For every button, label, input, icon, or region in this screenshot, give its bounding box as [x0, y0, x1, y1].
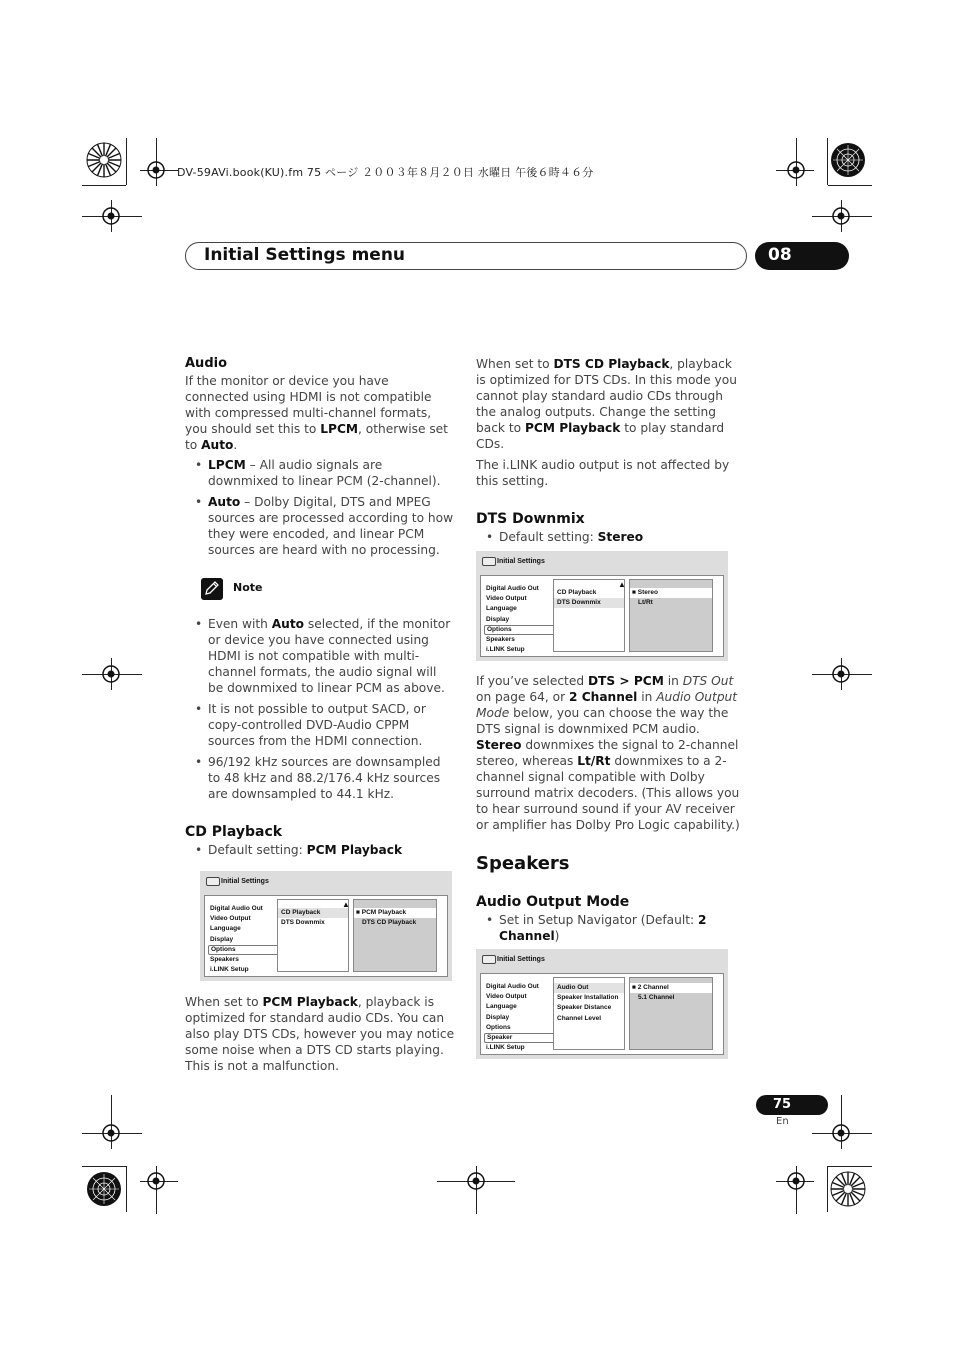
options-panel [629, 579, 713, 652]
menu-item[interactable]: Digital Audio Out [486, 983, 539, 990]
options-panel [629, 977, 713, 1050]
page-title: Initial Settings menu [204, 245, 406, 265]
registration-target-icon [827, 660, 855, 688]
main-menu [484, 584, 556, 655]
submenu-item[interactable]: Channel Level [557, 1014, 602, 1022]
submenu-item-selected[interactable]: Audio Out [554, 983, 624, 993]
menu-item[interactable]: Speakers [486, 635, 515, 643]
settings-menu-icon [206, 877, 220, 886]
menu-item[interactable]: i.LINK Setup [486, 1044, 525, 1052]
registration-rosette-icon [86, 142, 122, 178]
dts-downmix-default [476, 529, 744, 545]
up-arrow-icon: ▲ [342, 900, 350, 909]
right-column [476, 356, 744, 1059]
submenu-panel [277, 899, 349, 972]
dts-cd-description: When set to DTS CD Playback, playback is optimized for DTS CDs. In this mode you cannot play standard audio CDs through the analog outputs. Change the setting back to PCM Playback to play standard CDs. [476, 357, 737, 451]
menu-item[interactable]: i.LINK Setup [486, 646, 525, 654]
audio-output-mode-default [476, 912, 744, 944]
submenu-item-selected[interactable]: CD Playback [278, 908, 348, 918]
ilink-note: The i.LINK audio output is not affected by this setting. [476, 458, 730, 488]
list-item: • Default setting: Stereo [499, 529, 744, 545]
menu-item[interactable]: Speakers [210, 955, 239, 963]
print-file-line: DV-59AVi.book(KU).fm 75 ページ ２００３年８月２０日 水曜日 午後６時４６分 [177, 166, 594, 179]
note-header [185, 578, 455, 608]
list-item: • 96/192 kHz sources are downsampled to 48 kHz and 88.2/176.4 kHz sources are downsampled to 44.1 kHz. [208, 754, 455, 802]
screen-title: Initial Settings [497, 558, 545, 565]
registration-target-icon [97, 1119, 125, 1147]
option-selected[interactable]: ■ Stereo [630, 588, 712, 598]
main-menu [208, 904, 280, 975]
menu-item[interactable]: Display [486, 615, 510, 623]
option[interactable]: 5.1 Channel [638, 994, 675, 1001]
option[interactable]: Lt/Rt [638, 599, 653, 606]
dts-downmix-description: If you’ve selected DTS > PCM in DTS Out on page 64, or 2 Channel in Audio Output Mode below, you can choose the way the DTS signal is downmixed PCM audio. Stereo downmixes the signal to 2-channel stereo, whereas Lt/Rt downmixes to a 2-channel signal compatible with Dolby surround matrix decoders. (This allows you to hear surround sound if your AV receiver or amplifier has Dolby Pro Logic capability.) [476, 674, 740, 832]
dts-downmix-screen [476, 551, 728, 661]
registration-rosette-icon [830, 142, 866, 178]
registration-target-icon [97, 660, 125, 688]
registration-target-icon [782, 156, 810, 184]
menu-item[interactable]: Video Output [486, 993, 527, 1001]
submenu-item[interactable]: CD Playback [557, 589, 597, 596]
page-language: En [776, 1116, 789, 1127]
cd-playback-description: When set to PCM Playback, playback is optimized for standard audio CDs. You can also play DTS CDs, however you may notice some noise when a DTS CD starts playing. This is not a malfunction. [185, 995, 455, 1073]
menu-item[interactable]: Language [210, 925, 241, 933]
audio-heading: Audio [185, 356, 228, 371]
list-item: • Default setting: PCM Playback [208, 842, 455, 858]
menu-item-selected[interactable]: Speaker [484, 1033, 556, 1043]
registration-target-icon [142, 156, 170, 184]
menu-item-selected[interactable]: Options [208, 945, 280, 955]
registration-rosette-icon [830, 1171, 866, 1207]
registration-target-icon [97, 202, 125, 230]
option-selected[interactable]: ■ 2 Channel [630, 983, 712, 993]
menu-item[interactable]: Digital Audio Out [210, 905, 263, 912]
menu-item[interactable]: Options [486, 1023, 511, 1031]
left-column [185, 356, 455, 1074]
menu-item[interactable]: Video Output [486, 595, 527, 603]
screen-panel [204, 895, 448, 977]
note-pencil-icon [201, 578, 223, 600]
list-item: • Even with Auto selected, if the monitor or device you have connected using HDMI is not compatible with multi-channel formats, the audio signal will be downmixed to linear PCM as above. [208, 616, 455, 696]
list-item: • LPCM – All audio signals are downmixed to linear PCM (2-channel). [208, 457, 455, 489]
section-header [185, 242, 747, 270]
chapter-tab [755, 242, 849, 270]
menu-item[interactable]: Digital Audio Out [486, 585, 539, 592]
page-number: 75 [773, 1097, 792, 1112]
registration-target-icon [462, 1167, 490, 1195]
audio-options-list [185, 457, 455, 558]
registration-target-icon [782, 1167, 810, 1195]
registration-rosette-icon [86, 1171, 122, 1207]
audio-intro: If the monitor or device you have connected using HDMI is not compatible with compressed multi-channel formats, you should set this to LPCM, otherwise set to Auto. [185, 374, 448, 452]
note-label: Note [233, 581, 263, 594]
registration-target-icon [142, 1167, 170, 1195]
option-selected[interactable]: ■ PCM Playback [354, 908, 436, 918]
registration-target-icon [827, 1119, 855, 1147]
chapter-number: 08 [768, 245, 792, 265]
settings-menu-icon [482, 955, 496, 964]
screen-panel [480, 575, 724, 657]
settings-menu-icon [482, 557, 496, 566]
up-arrow-icon: ▲ [618, 580, 626, 589]
list-item: • Set in Setup Navigator (Default: 2 Channel) [499, 912, 744, 944]
submenu-item[interactable]: Speaker Distance [557, 1004, 612, 1012]
note-list [185, 616, 455, 802]
options-panel [353, 899, 437, 972]
page-number-tab [756, 1095, 828, 1115]
list-item: • It is not possible to output SACD, or copy-controlled DVD-Audio CPPM sources from the HDMI connection. [208, 701, 455, 749]
main-menu [484, 982, 556, 1053]
option[interactable]: DTS CD Playback [362, 919, 417, 926]
cd-playback-screen [200, 871, 452, 981]
menu-item-selected[interactable]: Options [484, 625, 556, 635]
screen-title: Initial Settings [497, 956, 545, 963]
submenu-item[interactable]: DTS Downmix [281, 919, 325, 927]
dts-downmix-heading: DTS Downmix [476, 511, 585, 527]
menu-item[interactable]: Language [486, 605, 517, 613]
menu-item[interactable]: Display [486, 1013, 510, 1021]
audio-output-mode-screen [476, 949, 728, 1059]
submenu-item[interactable]: Speaker Installation [557, 994, 619, 1002]
submenu-panel [553, 579, 625, 652]
menu-item[interactable]: i.LINK Setup [210, 966, 249, 974]
screen-title: Initial Settings [221, 878, 269, 885]
submenu-panel [553, 977, 625, 1050]
screen-panel [480, 973, 724, 1055]
submenu-item-selected[interactable]: DTS Downmix [554, 598, 624, 608]
menu-item[interactable]: Display [210, 935, 234, 943]
menu-item[interactable]: Language [486, 1003, 517, 1011]
cd-playback-heading: CD Playback [185, 824, 283, 840]
audio-output-mode-heading: Audio Output Mode [476, 894, 630, 910]
list-item: • Auto – Dolby Digital, DTS and MPEG sources are processed according to how they were encoded, and linear PCM sources are heard with no processing. [208, 494, 455, 558]
menu-item[interactable]: Video Output [210, 915, 251, 923]
registration-target-icon [827, 202, 855, 230]
speakers-heading: Speakers [476, 853, 570, 874]
cd-playback-default [185, 842, 455, 858]
